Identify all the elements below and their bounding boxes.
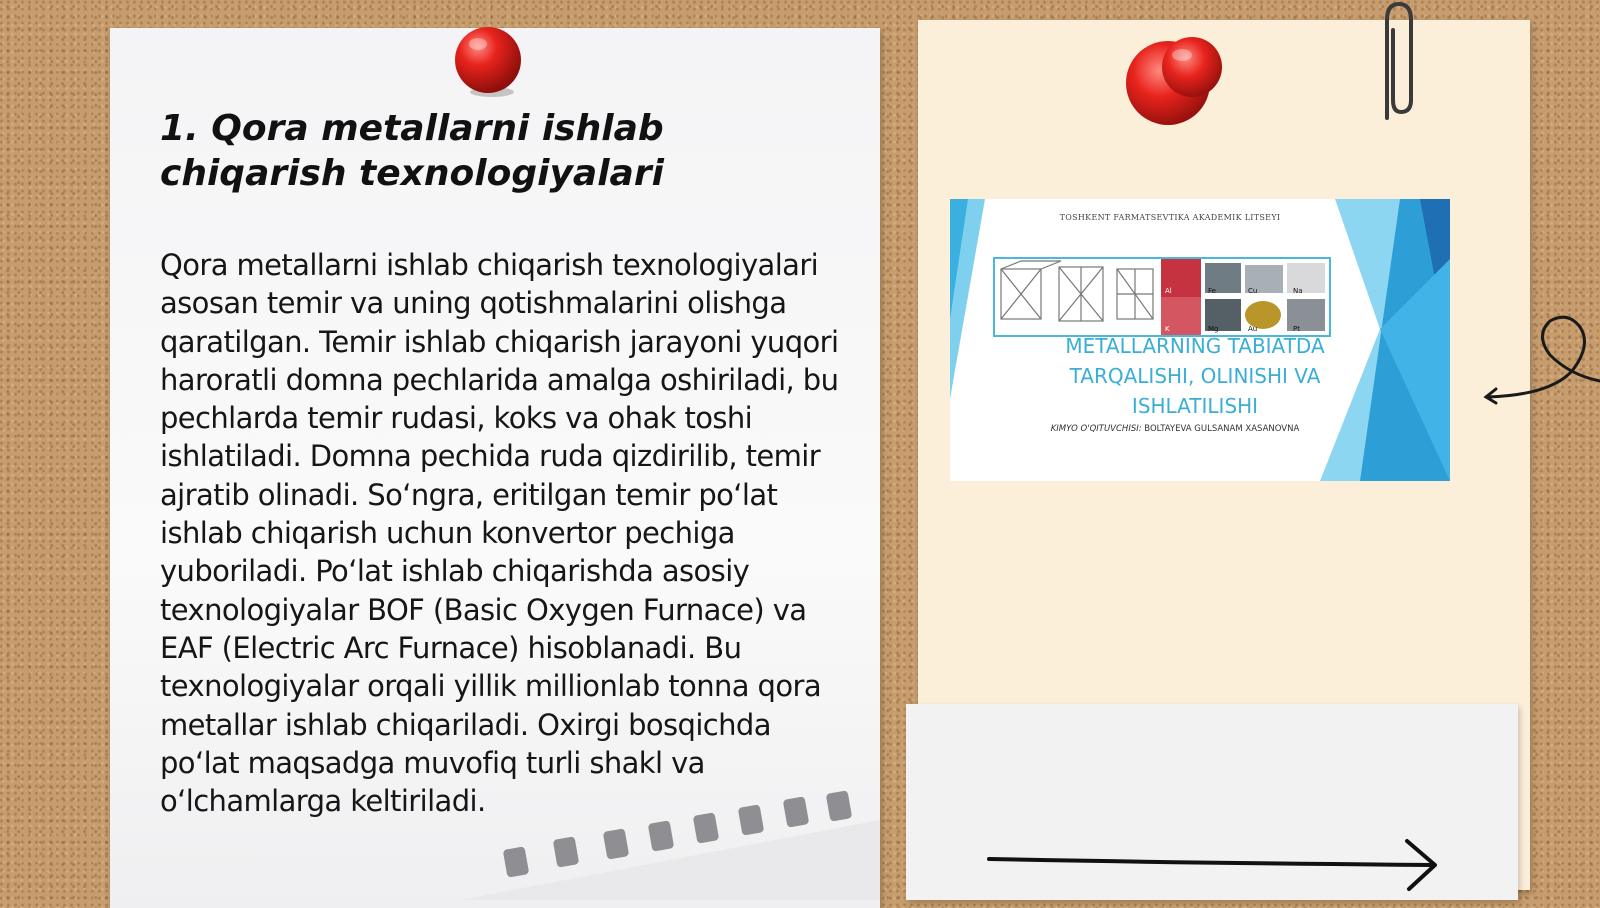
hand-drawn-arrow-icon bbox=[1480, 315, 1600, 405]
red-pushpin-icon bbox=[1120, 25, 1230, 135]
slide-title bbox=[1030, 331, 1360, 421]
element-label-na: Na bbox=[1293, 287, 1303, 295]
crystal-lattice-and-metals-icon bbox=[995, 259, 1329, 335]
note-title: 1. Qora metallarni ishlab chiqarish texnologiyalari bbox=[160, 108, 664, 194]
paperclip-icon bbox=[1375, 0, 1415, 125]
presentation-slide-image bbox=[950, 199, 1450, 481]
element-label-cu: Cu bbox=[1248, 287, 1258, 295]
slide-metal-images bbox=[993, 257, 1331, 337]
slide-header: TOSHKENT FARMATSEVTIKA AKADEMIK LITSEYI bbox=[1059, 213, 1281, 222]
slide-author-label: KIMYO O'QITUVCHISI: bbox=[1050, 424, 1142, 434]
slide-title-line1: METALLARNING TABIATDA bbox=[1065, 334, 1325, 358]
element-label-au: Au bbox=[1248, 325, 1258, 333]
note-body-text: Qora metallarni ishlab chiqarish texnologiyalari asosan temir va uning qotishmalarini olishga qaratilgan. Temir ishlab chiqarish jarayoni yuqori haroratli domna pechlarida amalga oshiriladi, bu pechlarda temir rudasi, koks va ohak toshi ishlatiladi. Domna pechida ruda qizdirilib, temir ajratib olinadi. So‘ngra, eritilgan temir po‘lat ishlab chiqarish uchun konvertor pechiga yuboriladi. Po‘lat ishlab chiqarishda asosiy texnologiyalar BOF (Basic Oxygen Furnace) va EAF (Electric Arc Furnace) hisoblanadi. Bu texnologiyalar orqali yillik millionlab tonna qora metallar ishlab chiqariladi. Oxirgi bosqichda po‘lat maqsadga muvofiq turli shakl va o‘lchamlarga keltiriladi. bbox=[160, 248, 839, 819]
element-label-al: Al bbox=[1165, 287, 1172, 295]
slide-title-line3: ISHLATILISHI bbox=[1131, 394, 1259, 418]
slide-author bbox=[1025, 424, 1325, 434]
element-label-fe: Fe bbox=[1208, 287, 1216, 295]
slide-author-name: BOLTAYEVA GULSANAM XASANOVNA bbox=[1144, 424, 1300, 434]
long-arrow-right-icon bbox=[985, 835, 1445, 895]
element-label-mg: Mg bbox=[1208, 325, 1219, 333]
red-pushpin-icon bbox=[450, 20, 530, 100]
slide-title-line2: TARQALISHI, OLINISHI VA bbox=[1069, 364, 1321, 388]
element-label-pt: Pt bbox=[1293, 325, 1300, 333]
element-label-k: K bbox=[1165, 325, 1170, 333]
